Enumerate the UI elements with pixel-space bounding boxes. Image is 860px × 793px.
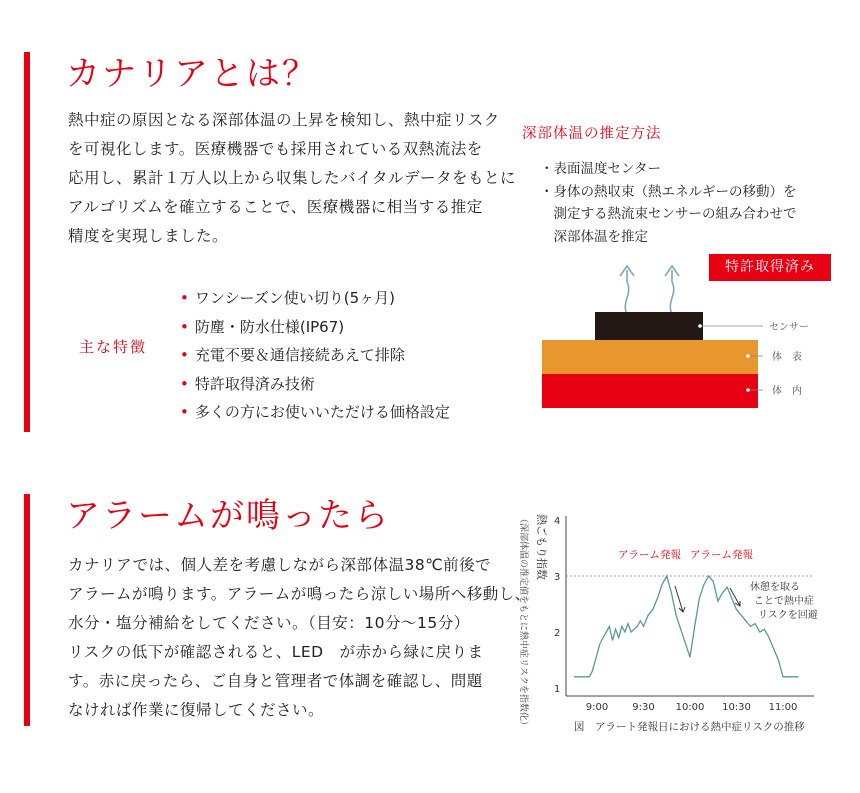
body-inner-layer bbox=[542, 374, 758, 408]
risk-chart bbox=[512, 508, 842, 744]
paragraph-line: す。赤に戻ったら、ご自身と管理者で体調を確認し、問題 bbox=[68, 672, 483, 690]
section1-title: カナリアとは？ bbox=[66, 54, 318, 94]
patent-badge: 特許取得済み bbox=[709, 254, 831, 281]
x-tick-label: 9:00 bbox=[585, 702, 609, 713]
sensor-block bbox=[595, 312, 703, 340]
section1-accent-bar bbox=[24, 52, 30, 432]
sensor-diagram bbox=[520, 262, 840, 412]
alarm-annotation-2: アラーム発報 bbox=[690, 549, 753, 561]
section1-paragraph bbox=[68, 106, 516, 251]
bullet-icon: • bbox=[180, 289, 189, 307]
section2-title: アラームが鳴ったら bbox=[66, 496, 390, 536]
paragraph-line: アラームが鳴ります。アラームが鳴ったら涼しい場所へ移動し、 bbox=[68, 585, 531, 603]
paragraph-line: 応用し、累計１万人以上から収集したバイタルデータをもとに bbox=[68, 169, 517, 187]
features-label: 主な特徴 bbox=[79, 338, 148, 356]
list-item bbox=[180, 284, 450, 313]
rest-annotation-line: リスクを回避 bbox=[758, 610, 818, 621]
paragraph-line: なければ作業に復帰してください。 bbox=[68, 701, 325, 719]
paragraph-line: を可視化します。医療機器でも採用されている双熱流法を bbox=[68, 140, 483, 158]
heat-arrow-icon bbox=[625, 270, 628, 314]
alarm-annotation-1: アラーム発報 bbox=[618, 549, 681, 561]
list-item: ・身体の熱収束（熱エネルギーの移動）を bbox=[540, 183, 797, 200]
section2-accent-bar bbox=[24, 494, 30, 726]
paragraph-line: 熱中症の原因となる深部体温の上昇を検知し、熱中症リスク bbox=[68, 111, 500, 129]
paragraph-line: リスクの低下が確認されると、LED が赤から緑に戻りま bbox=[68, 643, 484, 661]
y-tick-label: 1 bbox=[554, 684, 561, 695]
y-tick-label: 2 bbox=[554, 628, 561, 639]
paragraph-line: アルゴリズムを確立することで、医療機器に相当する推定 bbox=[68, 198, 483, 216]
sensor-label: センサー bbox=[769, 322, 809, 333]
list-item: 測定する熱流束センサーの組み合わせで bbox=[540, 206, 797, 222]
y-tick-label: 3 bbox=[554, 572, 561, 583]
y-axis-label: 熱ごもり指数 bbox=[535, 514, 548, 580]
feature-text: 特許取得済み技術 bbox=[194, 374, 315, 393]
list-item bbox=[180, 313, 450, 342]
paragraph-line: カナリアでは、個人差を考慮しながら深部体温38℃前後で bbox=[68, 556, 492, 574]
list-item bbox=[180, 341, 450, 370]
chart-caption: 図 アラート発報日における熱中症リスクの推移 bbox=[574, 721, 805, 733]
feature-text: ワンシーズン使い切り(5ヶ月) bbox=[194, 289, 395, 307]
feature-text: 多くの方にお使いいただける価格設定 bbox=[194, 403, 450, 421]
bullet-icon: • bbox=[180, 346, 189, 364]
estimation-title: 深部体温の推定方法 bbox=[522, 126, 662, 142]
x-tick-label: 11:00 bbox=[768, 702, 798, 713]
features-list bbox=[180, 284, 450, 427]
x-tick-label: 10:30 bbox=[722, 702, 751, 713]
heat-arrow-icon bbox=[670, 270, 673, 314]
feature-text: 防塵・防水仕様(IP67) bbox=[194, 317, 345, 336]
paragraph-line: 水分・塩分補給をしてください。（目安：10分〜15分） bbox=[68, 614, 470, 632]
y-tick-label: 4 bbox=[554, 516, 561, 527]
section2-paragraph bbox=[68, 551, 531, 725]
list-item bbox=[180, 398, 450, 427]
estimation-list bbox=[540, 158, 797, 248]
feature-text: 充電不要＆通信接続あえて排除 bbox=[194, 346, 405, 364]
x-tick-label: 9:30 bbox=[632, 702, 655, 713]
y-axis-sublabel: （深部体温の推定値をもとに熱中症リスクを指数化） bbox=[518, 514, 528, 730]
rest-annotation-line: ことで熱中症 bbox=[754, 596, 814, 607]
inner-label: 体 内 bbox=[772, 386, 802, 397]
list-item: ・表面温度センター bbox=[540, 161, 661, 177]
list-item bbox=[180, 370, 450, 399]
surface-label: 体 表 bbox=[772, 352, 802, 363]
list-item: 深部体温を推定 bbox=[540, 228, 648, 245]
x-tick-label: 10:00 bbox=[675, 702, 705, 713]
bullet-icon: • bbox=[180, 374, 189, 393]
skin-surface-layer bbox=[542, 340, 758, 374]
paragraph-line: 精度を実現しました。 bbox=[68, 227, 229, 245]
bullet-icon: • bbox=[180, 403, 189, 421]
rest-annotation-line: 休憩を取る bbox=[750, 582, 800, 593]
bullet-icon: • bbox=[180, 317, 189, 336]
